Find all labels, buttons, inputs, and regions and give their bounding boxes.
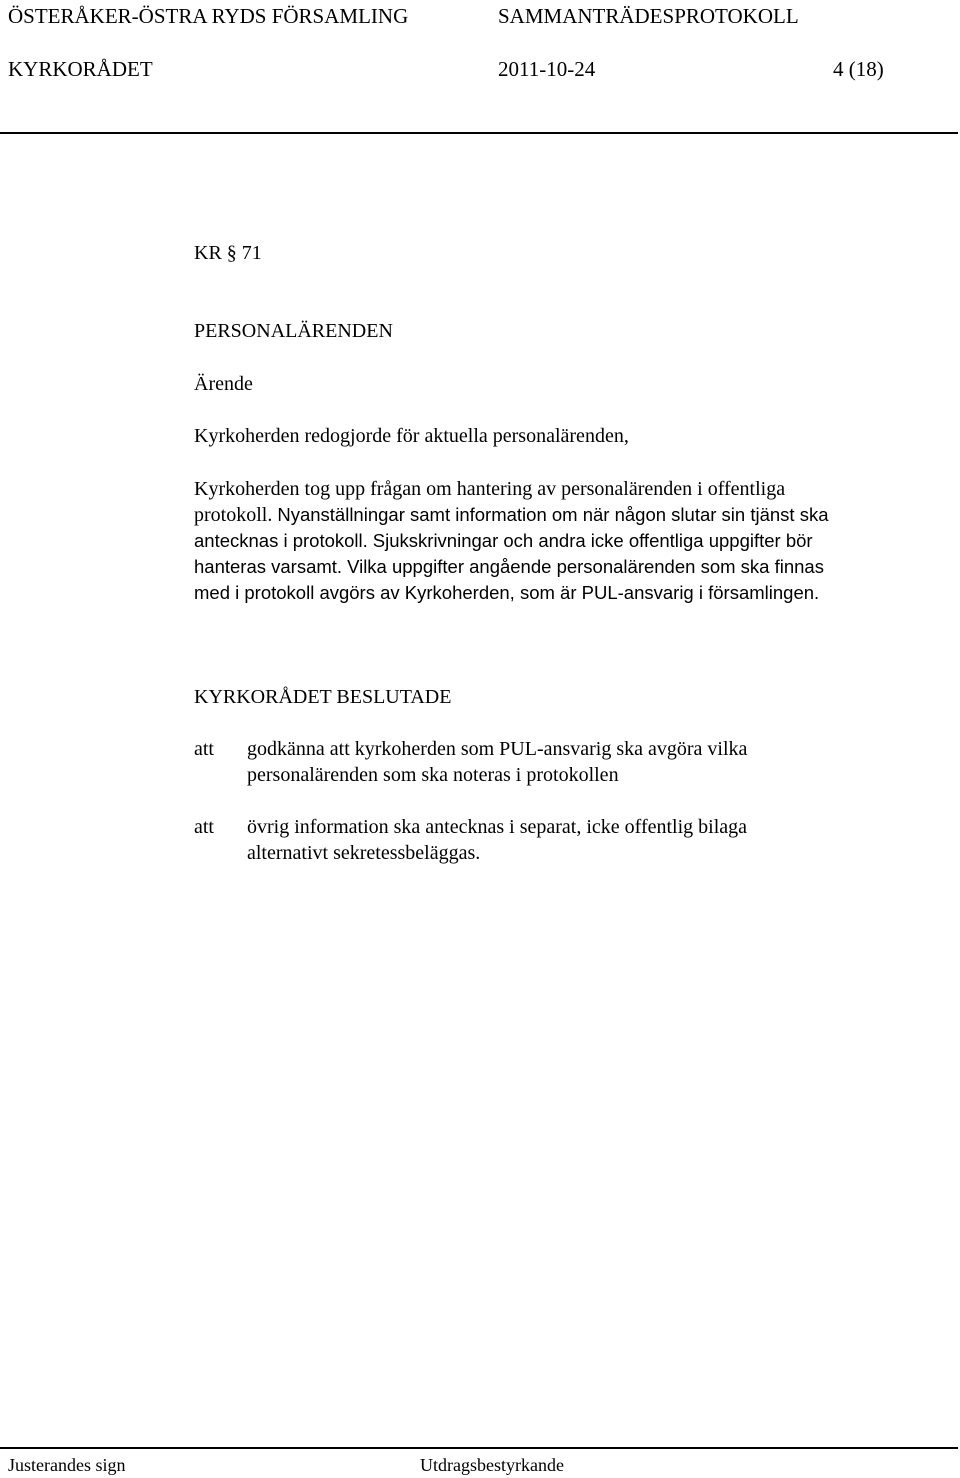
decision-item-text: övrig information ska antecknas i separat, icke offentlig bilaga (247, 816, 748, 838)
text-fragment: Vilka uppgifter angående personalärenden som ska finnas (347, 556, 824, 577)
board-name: KYRKORÅDET (8, 57, 153, 81)
text-fragment: hanteras varsamt. (194, 556, 343, 577)
decision-item-text: godkänna att kyrkoherden som PUL-ansvarig ska avgöra vilka (247, 738, 748, 760)
decision-heading: KYRKORÅDET BESLUTADE (194, 686, 452, 708)
paragraph-2-line-5: med i protokoll avgörs av Kyrkoherden, som är PUL-ansvarig i församlingen. (194, 582, 820, 603)
paragraph-1: Kyrkoherden redogjorde för aktuella personalärenden, (194, 425, 629, 447)
subheading: Ärende (194, 373, 253, 395)
header-divider (0, 132, 958, 134)
meeting-date: 2011-10-24 (498, 57, 596, 81)
text-fragment: antecknas i protokoll. (194, 530, 368, 551)
section-number: KR § 71 (194, 242, 262, 264)
paragraph-2-line-1: Kyrkoherden tog upp frågan om hantering av personalärenden i offentliga (194, 478, 786, 500)
paragraph-2-line-2 (194, 502, 829, 528)
text-fragment: Nyanställningar samt information om när någon slutar sin tjänst ska (277, 504, 829, 525)
decision-item-marker: att (194, 738, 214, 760)
footer-justerandes-sign: Justerandes sign (8, 1455, 126, 1475)
section-title: PERSONALÄRENDEN (194, 320, 393, 342)
paragraph-2-line-4 (194, 554, 824, 580)
text-fragment: Sjukskrivningar och andra icke offentliga uppgifter bör (372, 530, 813, 551)
footer-utdragsbestyrkande: Utdragsbestyrkande (420, 1455, 564, 1475)
decision-item-marker: att (194, 816, 214, 838)
decision-item-text: personalärenden som ska noteras i protokollen (247, 764, 619, 786)
document-type: SAMMANTRÄDESPROTOKOLL (498, 4, 799, 28)
footer-divider (0, 1447, 958, 1449)
page-number: 4 (18) (833, 57, 884, 81)
paragraph-2-line-3 (194, 528, 813, 554)
text-fragment: protokoll. (194, 504, 273, 526)
organization-name: ÖSTERÅKER-ÖSTRA RYDS FÖRSAMLING (8, 4, 409, 28)
decision-item-text: alternativt sekretessbeläggas. (247, 842, 481, 864)
